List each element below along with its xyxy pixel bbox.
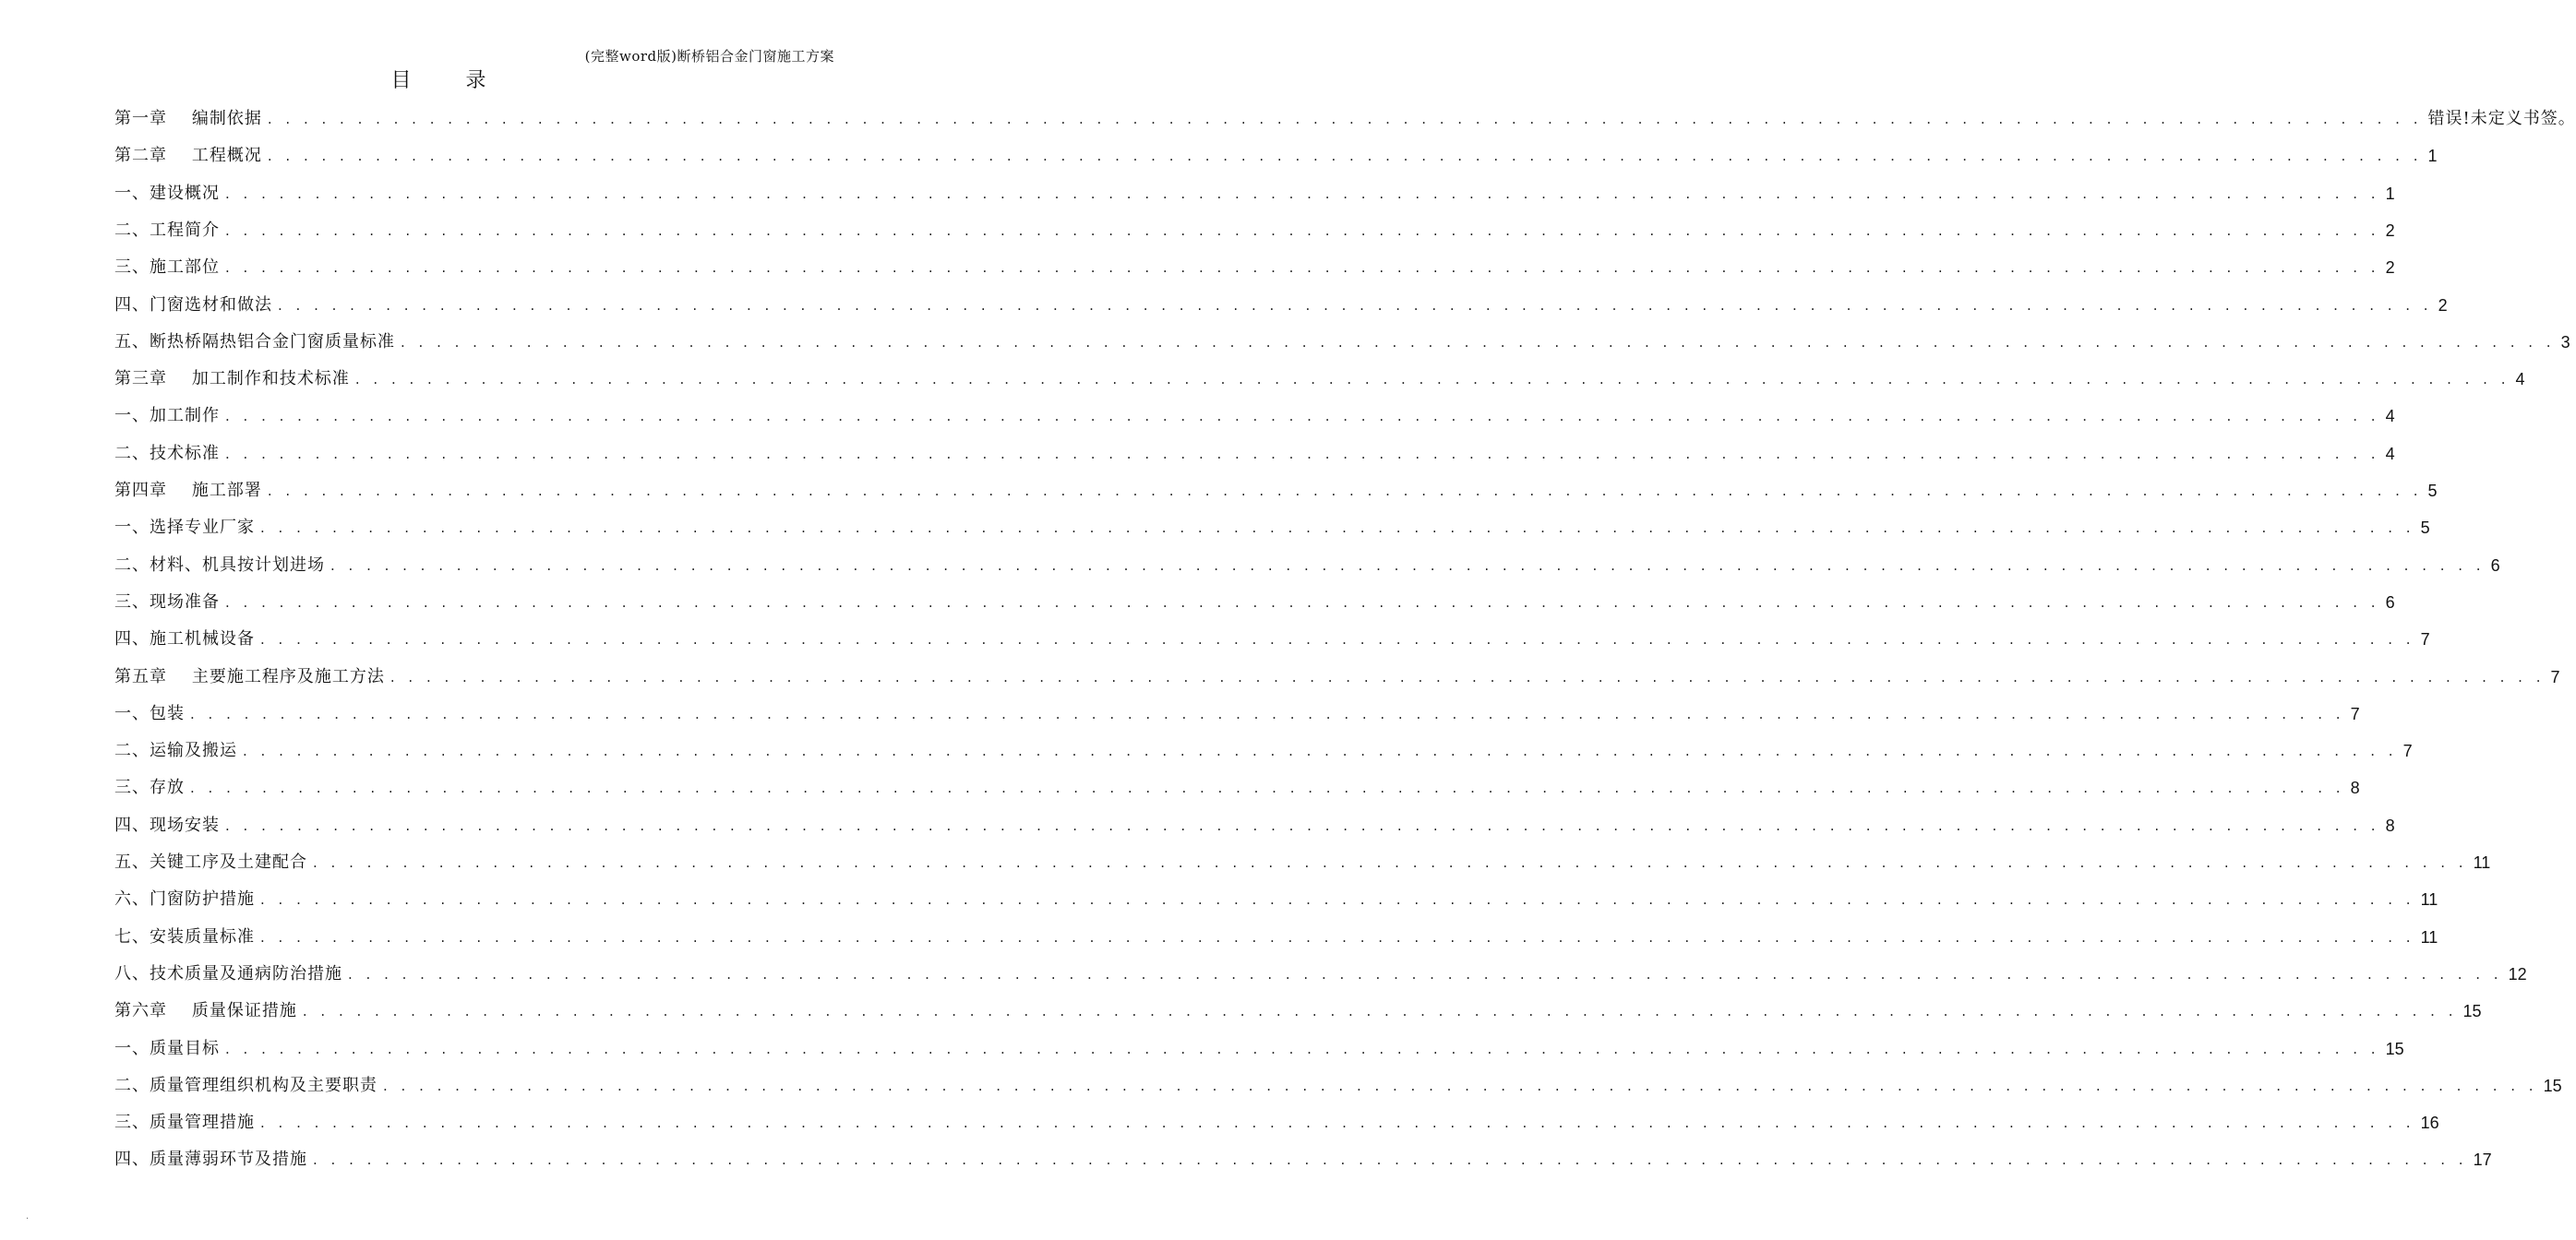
toc-entry-page: 5 xyxy=(2420,519,2430,538)
toc-leader-dots: . . . . . . . . . . . . . . . . . . . . . . . . . . . . . . . . . . . . . . . . . . . . . . . . . . . . . . . . . . . . . . . . . . . . . . . . . . . . . . . . . . . . . . . . . . . . . . . . . . . . . . . . . . . . . . . . . . . . . . . . xyxy=(313,854,2468,871)
footer-mark: . xyxy=(26,1211,30,1222)
toc-entry[interactable] xyxy=(114,473,2438,501)
toc-entry-page: 11 xyxy=(2420,927,2438,947)
toc-entry-page: 12 xyxy=(2508,964,2527,984)
toc-entry[interactable] xyxy=(114,697,2360,724)
toc-title: 目 录 xyxy=(390,69,510,92)
toc-entry-label: 三、现场准备 xyxy=(114,591,220,612)
toc-leader-dots: . . . . . . . . . . . . . . . . . . . . . . . . . . . . . . . . . . . . . . . . . . . . . . . . . . . . . . . . . . . . . . . . . . . . . . . . . . . . . . . . . . . . . . . . . . . . . . . . . . . . . . . . . . . . . . . . . . . . . . . . xyxy=(225,259,2380,277)
toc-entry[interactable] xyxy=(114,1142,2492,1170)
toc-leader-dots: . . . . . . . . . . . . . . . . . . . . . . . . . . . . . . . . . . . . . . . . . . . . . . . . . . . . . . . . . . . . . . . . . . . . . . . . . . . . . . . . . . . . . . . . . . . . . . . . . . . . . . . . . . . . . . . . . . . . . . . . xyxy=(267,148,2423,165)
toc-entry-page: 4 xyxy=(2385,407,2395,426)
toc-leader-dots: . . . . . . . . . . . . . . . . . . . . . . . . . . . . . . . . . . . . . . . . . . . . . . . . . . . . . . . . . . . . . . . . . . . . . . . . . . . . . . . . . . . . . . . . . . . . . . . . . . . . . . . . . . . . . . . . . . . . . . . . xyxy=(225,817,2380,834)
toc-entry[interactable] xyxy=(114,920,2438,948)
toc-entry-label: 二、材料、机具按计划进场 xyxy=(114,554,325,575)
toc-entry-label: 三、质量管理措施 xyxy=(114,1113,255,1133)
toc-entry-page: 2 xyxy=(2438,295,2448,315)
toc-entry-label: 一、建设概况 xyxy=(114,183,220,203)
toc-entry-page: 2 xyxy=(2385,221,2395,240)
toc-entry-page: 2 xyxy=(2385,258,2395,278)
toc-leader-dots: . . . . . . . . . . . . . . . . . . . . . . . . . . . . . . . . . . . . . . . . . . . . . . . . . . . . . . . . . . . . . . . . . . . . . . . . . . . . . . . . . . . . . . . . . . . . . . . . . . . . . . . . . . . . . . . . . . . . . . . . xyxy=(302,1003,2458,1020)
toc-entry[interactable] xyxy=(114,845,2491,873)
toc-entry-label: 第六章 质量保证措施 xyxy=(114,1001,297,1021)
toc-entry[interactable] xyxy=(114,213,2395,241)
toc-entry-label: 四、现场安装 xyxy=(114,815,220,835)
toc-leader-dots: . . . . . . . . . . . . . . . . . . . . . . . . . . . . . . . . . . . . . . . . . . . . . . . . . . . . . . . . . . . . . . . . . . . . . . . . . . . . . . . . . . . . . . . . . . . . . . . . . . . . . . . . . . . . . . . . . . . . . . . . xyxy=(190,780,2345,797)
toc-entry-label: 三、存放 xyxy=(114,778,185,798)
toc-entry-page: 1 xyxy=(2385,184,2395,203)
toc-entry-label: 四、施工机械设备 xyxy=(114,629,255,650)
toc-leader-dots: . . . . . . . . . . . . . . . . . . . . . . . . . . . . . . . . . . . . . . . . . . . . . . . . . . . . . . . . . . . . . . . . . . . . . . . . . . . . . . . . . . . . . . . . . . . . . . . . . . . . . . . . . . . . . . . . . . . . . . . . xyxy=(225,593,2380,611)
toc-entry-page: 7 xyxy=(2550,667,2560,686)
toc-entry-label: 八、技术质量及通病防治措施 xyxy=(114,963,342,984)
toc-entry-label: 第一章 编制依据 xyxy=(114,109,262,128)
toc-entry[interactable] xyxy=(114,138,2438,166)
toc-entry[interactable] xyxy=(114,176,2395,204)
toc-entry-label: 一、包装 xyxy=(114,703,185,723)
toc-entry-page: 16 xyxy=(2420,1114,2439,1133)
toc-leader-dots: . . . . . . . . . . . . . . . . . . . . . . . . . . . . . . . . . . . . . . . . . . . . . . . . . . . . . . . . . . . . . . . . . . . . . . . . . . . . . . . . . . . . . . . . . . . . . . . . . . . . . . . . . . . . . . . . . . . . . . . . xyxy=(267,111,2423,127)
toc-entry-page: 3 xyxy=(2560,332,2570,352)
toc-entry[interactable] xyxy=(114,288,2448,316)
toc-entry-label: 第五章 主要施工程序及施工方法 xyxy=(114,666,385,686)
toc-entry[interactable] xyxy=(114,436,2395,464)
toc-leader-dots: . . . . . . . . . . . . . . . . . . . . . . . . . . . . . . . . . . . . . . . . . . . . . . . . . . . . . . . . . . . . . . . . . . . . . . . . . . . . . . . . . . . . . . . . . . . . . . . . . . . . . . . . . . . . . . . . . . . . . . . . xyxy=(278,296,2433,314)
toc-entry-label: 第三章 加工制作和技术标准 xyxy=(114,369,350,389)
toc-entry-page: 1 xyxy=(2427,147,2438,166)
toc-leader-dots: . . . . . . . . . . . . . . . . . . . . . . . . . . . . . . . . . . . . . . . . . . . . . . . . . . . . . . . . . . . . . . . . . . . . . . . . . . . . . . . . . . . . . . . . . . . . . . . . . . . . . . . . . . . . . . . . . . . . . . . . xyxy=(225,1040,2380,1057)
toc-leader-dots: . . . . . . . . . . . . . . . . . . . . . . . . . . . . . . . . . . . . . . . . . . . . . . . . . . . . . . . . . . . . . . . . . . . . . . . . . . . . . . . . . . . . . . . . . . . . . . . . . . . . . . . . . . . . . . . . . . . . . . . . xyxy=(354,371,2510,388)
toc-entry[interactable] xyxy=(114,585,2395,613)
document-header: (完整word版)断桥铝合金门窗施工方案 xyxy=(584,48,834,65)
toc-leader-dots: . . . . . . . . . . . . . . . . . . . . . . . . . . . . . . . . . . . . . . . . . . . . . . . . . . . . . . . . . . . . . . . . . . . . . . . . . . . . . . . . . . . . . . . . . . . . . . . . . . . . . . . . . . . . . . . . . . . . . . . . xyxy=(190,705,2345,722)
toc-leader-dots: . . . . . . . . . . . . . . . . . . . . . . . . . . . . . . . . . . . . . . . . . . . . . . . . . . . . . . . . . . . . . . . . . . . . . . . . . . . . . . . . . . . . . . . . . . . . . . . . . . . . . . . . . . . . . . . . . . . . . . . . xyxy=(260,519,2415,537)
toc-entry-page: 11 xyxy=(2473,853,2491,872)
toc-entry-page: 6 xyxy=(2490,555,2500,575)
toc-entry-page: 15 xyxy=(2462,1002,2482,1021)
toc-entry[interactable] xyxy=(114,733,2413,761)
toc-entry[interactable] xyxy=(114,1105,2439,1133)
toc-entry-page: 7 xyxy=(2350,704,2360,723)
toc-entry-page: 4 xyxy=(2515,370,2525,389)
toc-leader-dots: . . . . . . . . . . . . . . . . . . . . . . . . . . . . . . . . . . . . . . . . . . . . . . . . . . . . . . . . . . . . . . . . . . . . . . . . . . . . . . . . . . . . . . . . . . . . . . . . . . . . . . . . . . . . . . . . . . . . . . . . xyxy=(383,1077,2538,1094)
toc-entry[interactable] xyxy=(114,770,2360,798)
toc-entry-page: 17 xyxy=(2473,1151,2492,1170)
toc-entry-label: 七、安装质量标准 xyxy=(114,926,255,947)
toc-entry-page: 6 xyxy=(2385,592,2395,612)
toc-entry[interactable] xyxy=(114,957,2527,984)
toc-entry-page: 7 xyxy=(2402,742,2413,761)
toc-leader-dots: . . . . . . . . . . . . . . . . . . . . . . . . . . . . . . . . . . . . . . . . . . . . . . . . . . . . . . . . . . . . . . . . . . . . . . . . . . . . . . . . . . . . . . . . . . . . . . . . . . . . . . . . . . . . . . . . . . . . . . . . xyxy=(260,1115,2415,1132)
toc-entry-page: 4 xyxy=(2385,444,2395,463)
toc-entry-page: 8 xyxy=(2385,816,2395,835)
toc-entry[interactable] xyxy=(114,808,2395,836)
toc-entry-label: 三、施工部位 xyxy=(114,257,220,278)
toc-entry-label: 第二章 工程概况 xyxy=(114,146,262,166)
toc-entry-label: 二、技术标准 xyxy=(114,443,220,463)
toc-entry[interactable] xyxy=(114,660,2560,687)
toc-entry-label: 一、选择专业厂家 xyxy=(114,518,255,538)
toc-entry-page: 7 xyxy=(2420,630,2430,650)
toc-entry[interactable] xyxy=(114,325,2570,352)
toc-entry-page: 11 xyxy=(2420,890,2438,910)
toc-entry[interactable] xyxy=(114,510,2430,538)
toc-entry-label: 第四章 施工部署 xyxy=(114,481,262,500)
toc-entry-label: 四、质量薄弱环节及措施 xyxy=(114,1150,307,1170)
toc-entry-label: 一、加工制作 xyxy=(114,406,220,426)
toc-entry-page: 5 xyxy=(2427,482,2438,500)
toc-leader-dots: . . . . . . . . . . . . . . . . . . . . . . . . . . . . . . . . . . . . . . . . . . . . . . . . . . . . . . . . . . . . . . . . . . . . . . . . . . . . . . . . . . . . . . . . . . . . . . . . . . . . . . . . . . . . . . . . . . . . . . . . xyxy=(260,891,2415,909)
toc-entry-label: 二、质量管理组织机构及主要职责 xyxy=(114,1075,377,1095)
toc-leader-dots: . . . . . . . . . . . . . . . . . . . . . . . . . . . . . . . . . . . . . . . . . . . . . . . . . . . . . . . . . . . . . . . . . . . . . . . . . . . . . . . . . . . . . . . . . . . . . . . . . . . . . . . . . . . . . . . . . . . . . . . . xyxy=(267,483,2423,499)
toc-entry[interactable] xyxy=(114,622,2430,650)
toc-entry-label: 二、运输及搬运 xyxy=(114,741,237,761)
toc-leader-dots: . . . . . . . . . . . . . . . . . . . . . . . . . . . . . . . . . . . . . . . . . . . . . . . . . . . . . . . . . . . . . . . . . . . . . . . . . . . . . . . . . . . . . . . . . . . . . . . . . . . . . . . . . . . . . . . . . . . . . . . . xyxy=(243,743,2398,760)
toc-leader-dots: . . . . . . . . . . . . . . . . . . . . . . . . . . . . . . . . . . . . . . . . . . . . . . . . . . . . . . . . . . . . . . . . . . . . . . . . . . . . . . . . . . . . . . . . . . . . . . . . . . . . . . . . . . . . . . . . . . . . . . . . xyxy=(225,221,2380,239)
toc-leader-dots: . . . . . . . . . . . . . . . . . . . . . . . . . . . . . . . . . . . . . . . . . . . . . . . . . . . . . . . . . . . . . . . . . . . . . . . . . . . . . . . . . . . . . . . . . . . . . . . . . . . . . . . . . . . . . . . . . . . . . . . . xyxy=(225,408,2380,425)
toc-entry-page: 15 xyxy=(2543,1076,2562,1095)
toc-entry-label: 二、工程简介 xyxy=(114,220,220,240)
toc-entry-label: 五、断热桥隔热铝合金门窗质量标准 xyxy=(114,331,395,352)
toc-leader-dots: . . . . . . . . . . . . . . . . . . . . . . . . . . . . . . . . . . . . . . . . . . . . . . . . . . . . . . . . . . . . . . . . . . . . . . . . . . . . . . . . . . . . . . . . . . . . . . . . . . . . . . . . . . . . . . . . . . . . . . . . xyxy=(348,965,2503,983)
toc-leader-dots: . . . . . . . . . . . . . . . . . . . . . . . . . . . . . . . . . . . . . . . . . . . . . . . . . . . . . . . . . . . . . . . . . . . . . . . . . . . . . . . . . . . . . . . . . . . . . . . . . . . . . . . . . . . . . . . . . . . . . . . . xyxy=(260,928,2415,946)
toc-entry[interactable] xyxy=(114,548,2500,576)
toc-leader-dots: . . . . . . . . . . . . . . . . . . . . . . . . . . . . . . . . . . . . . . . . . . . . . . . . . . . . . . . . . . . . . . . . . . . . . . . . . . . . . . . . . . . . . . . . . . . . . . . . . . . . . . . . . . . . . . . . . . . . . . . . xyxy=(389,668,2546,686)
toc-entry[interactable] xyxy=(114,399,2395,426)
toc-entry-page: 错误!未定义书签。 xyxy=(2427,109,2576,128)
toc-leader-dots: . . . . . . . . . . . . . . . . . . . . . . . . . . . . . . . . . . . . . . . . . . . . . . . . . . . . . . . . . . . . . . . . . . . . . . . . . . . . . . . . . . . . . . . . . . . . . . . . . . . . . . . . . . . . . . . . . . . . . . . . xyxy=(313,1151,2468,1169)
toc-entry-page: 15 xyxy=(2385,1039,2404,1058)
toc-entry-label: 五、关键工序及土建配合 xyxy=(114,852,307,872)
toc-entry[interactable] xyxy=(114,994,2482,1021)
toc-entry[interactable] xyxy=(114,1031,2404,1059)
toc-entry[interactable] xyxy=(114,250,2395,278)
toc-leader-dots: . . . . . . . . . . . . . . . . . . . . . . . . . . . . . . . . . . . . . . . . . . . . . . . . . . . . . . . . . . . . . . . . . . . . . . . . . . . . . . . . . . . . . . . . . . . . . . . . . . . . . . . . . . . . . . . . . . . . . . . . xyxy=(225,445,2380,462)
toc-entry[interactable] xyxy=(114,882,2438,910)
toc-leader-dots: . . . . . . . . . . . . . . . . . . . . . . . . . . . . . . . . . . . . . . . . . . . . . . . . . . . . . . . . . . . . . . . . . . . . . . . . . . . . . . . . . . . . . . . . . . . . . . . . . . . . . . . . . . . . . . . . . . . . . . . . xyxy=(401,333,2556,351)
toc-leader-dots: . . . . . . . . . . . . . . . . . . . . . . . . . . . . . . . . . . . . . . . . . . . . . . . . . . . . . . . . . . . . . . . . . . . . . . . . . . . . . . . . . . . . . . . . . . . . . . . . . . . . . . . . . . . . . . . . . . . . . . . . xyxy=(260,631,2415,649)
toc-entry[interactable] xyxy=(114,362,2525,389)
toc-entry-label: 一、质量目标 xyxy=(114,1038,220,1058)
toc-entry-page: 8 xyxy=(2350,779,2360,798)
toc-entry-label: 四、门窗选材和做法 xyxy=(114,294,272,315)
toc-entry[interactable] xyxy=(114,1068,2562,1096)
toc-entry-label: 六、门窗防护措施 xyxy=(114,889,255,910)
toc-entry[interactable] xyxy=(114,101,2576,129)
toc-leader-dots: . . . . . . . . . . . . . . . . . . . . . . . . . . . . . . . . . . . . . . . . . . . . . . . . . . . . . . . . . . . . . . . . . . . . . . . . . . . . . . . . . . . . . . . . . . . . . . . . . . . . . . . . . . . . . . . . . . . . . . . . xyxy=(225,185,2380,202)
toc-leader-dots: . . . . . . . . . . . . . . . . . . . . . . . . . . . . . . . . . . . . . . . . . . . . . . . . . . . . . . . . . . . . . . . . . . . . . . . . . . . . . . . . . . . . . . . . . . . . . . . . . . . . . . . . . . . . . . . . . . . . . . . . xyxy=(330,556,2486,574)
